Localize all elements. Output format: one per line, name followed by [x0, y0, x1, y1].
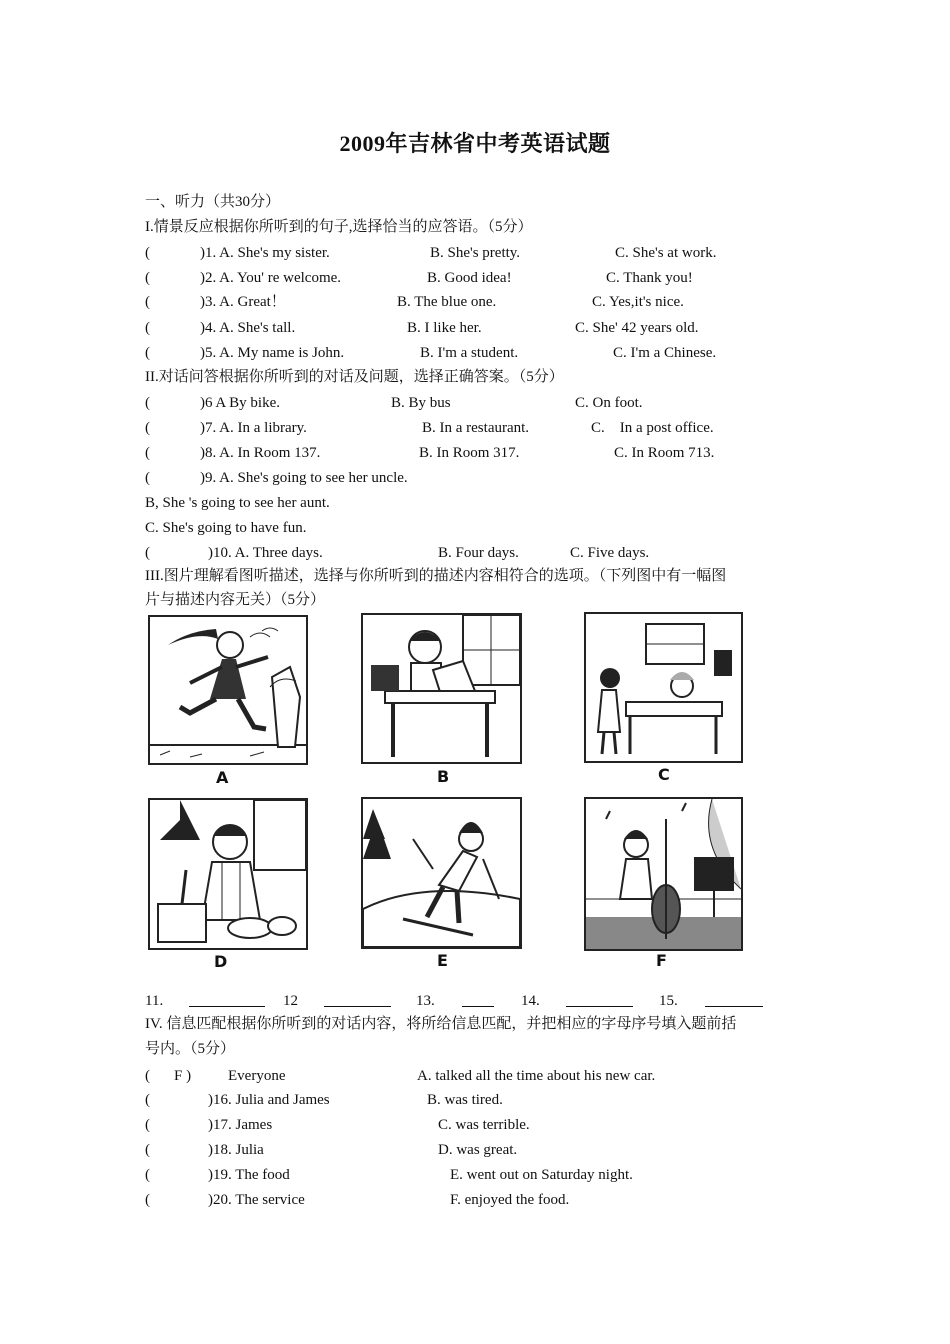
answer-option: C. She's going to have fun.: [145, 520, 307, 536]
picture-man-cooking: [148, 798, 308, 950]
section-heading: 一、听力（共30分）: [145, 194, 281, 210]
answer-blank[interactable]: [189, 1006, 265, 1007]
part3-heading-cont: 片与描述内容无关）（5分）: [145, 592, 326, 608]
part3-heading: III.图片理解看图听描述，选择与你所听到的描述内容相符合的选项。（下列图中有一幅图: [145, 568, 727, 584]
answer-option: B, She 's going to see her aunt.: [145, 495, 330, 511]
answer-blank[interactable]: [705, 1006, 763, 1007]
answer-blank[interactable]: [566, 1006, 633, 1007]
cooking-man-illustration: [150, 800, 306, 948]
page-title: 2009年吉林省中考英语试题: [339, 131, 611, 156]
part4-heading-cont: 号内。（5分）: [145, 1041, 236, 1057]
picture-label-b: B: [437, 767, 450, 786]
cello-boy-illustration: [586, 799, 741, 949]
part4-heading: IV. 信息匹配根据你所听到的对话内容，将所给信息匹配，并把相应的字母序号填入题前括: [145, 1016, 737, 1032]
skiing-boy-illustration: [363, 799, 520, 947]
office-scene-illustration: [586, 614, 741, 761]
picture-doctor-office: [584, 612, 743, 763]
part2-heading: II.对话问答根据你所听到的对话及问题，选择正确答案。（5分）: [145, 369, 564, 385]
picture-label-d: D: [214, 952, 228, 971]
picture-label-a: A: [216, 768, 229, 787]
running-girl-illustration: [150, 617, 306, 763]
picture-boy-reading: [361, 613, 522, 764]
picture-label-f: F: [656, 951, 667, 970]
picture-girl-running: [148, 615, 308, 765]
answer-blank[interactable]: [462, 1006, 494, 1007]
part1-heading: I.情景反应根据你所听到的句子,选择恰当的应答语。（5分）: [145, 219, 533, 235]
picture-label-e: E: [437, 951, 448, 970]
picture-boy-skiing: [361, 797, 522, 949]
reading-boy-illustration: [363, 615, 520, 762]
picture-boy-cello: [584, 797, 743, 951]
picture-label-c: C: [658, 765, 670, 784]
answer-blank[interactable]: [324, 1006, 391, 1007]
